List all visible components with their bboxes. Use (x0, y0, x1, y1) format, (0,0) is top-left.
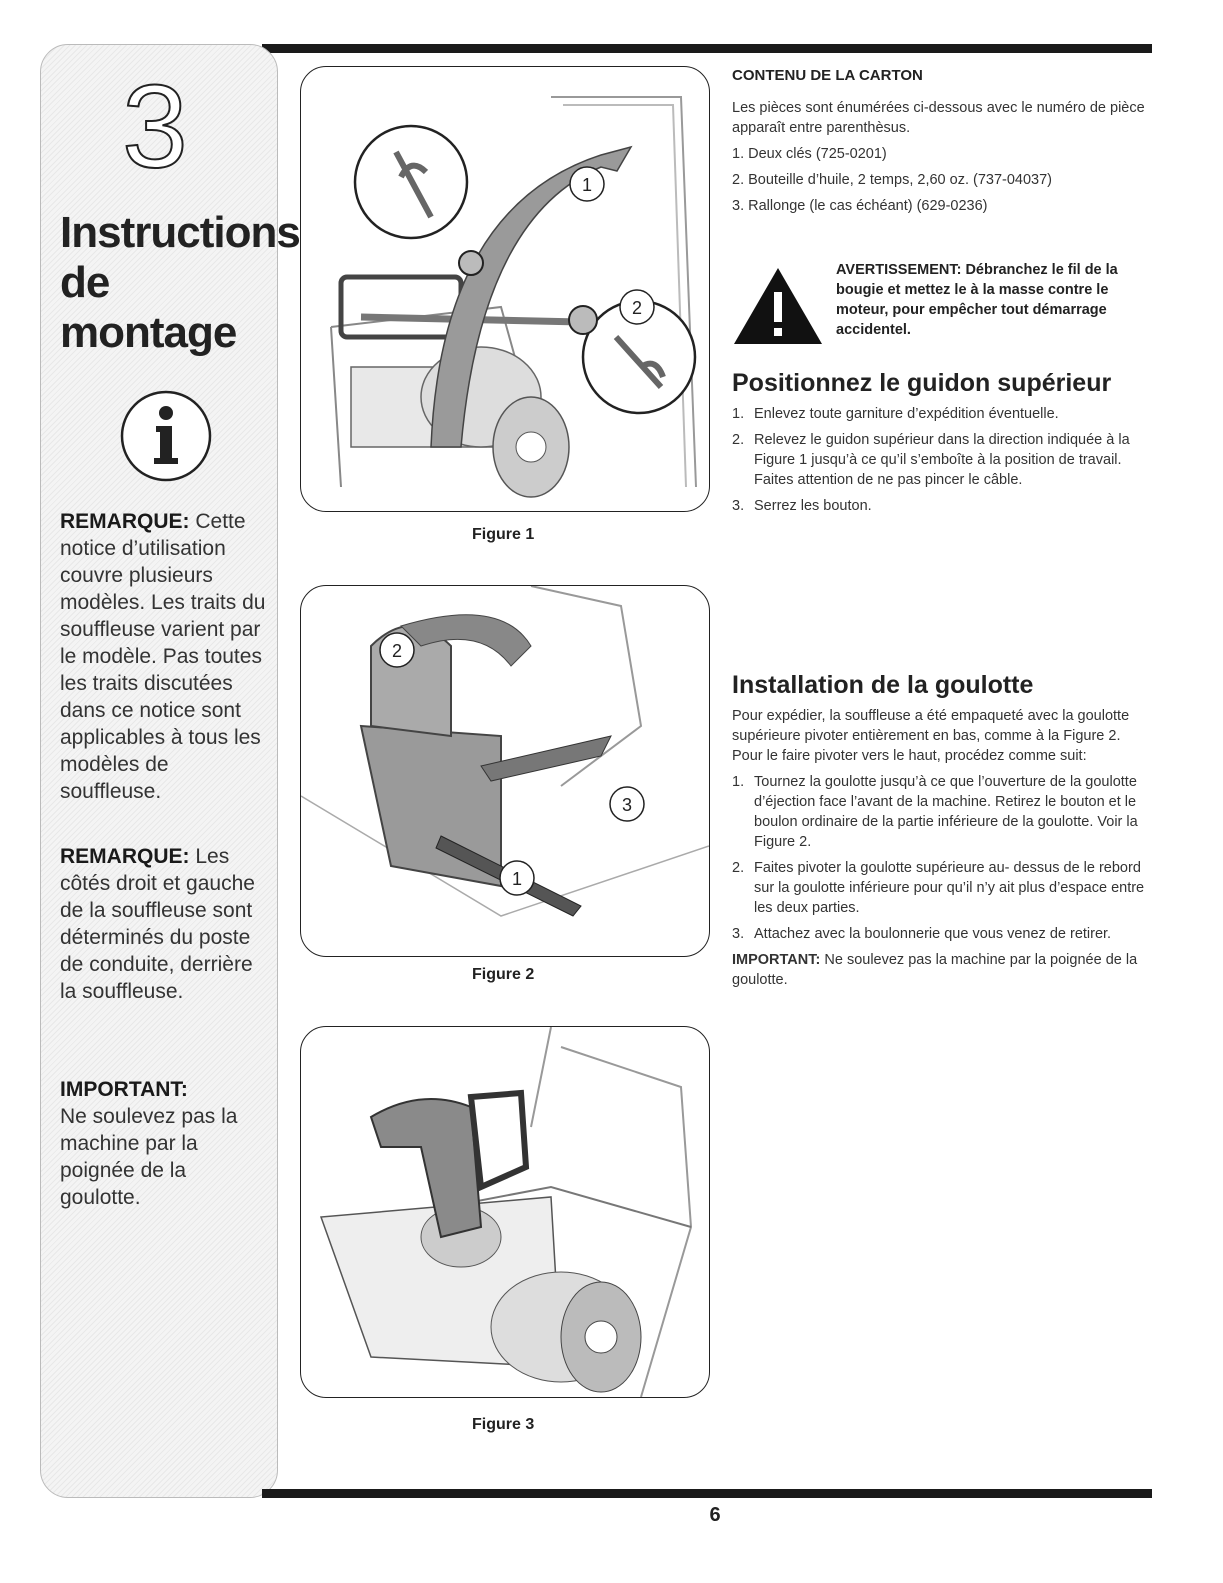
list-item: 3. Attachez avec la boulonnerie que vous venez de retirer. (732, 926, 1112, 942)
section-title-line2: de montage (60, 258, 237, 357)
fig2-callout-1: 1 (511, 869, 523, 889)
carton-item: 1. Deux clés (725-0201) (732, 146, 887, 162)
carton-contents (732, 66, 1152, 222)
note-important-label: IMPORTANT: (60, 1078, 188, 1101)
step-number: 3 (122, 61, 188, 193)
figure-2-caption: Figure 2 (472, 966, 535, 983)
warning-box (732, 258, 1152, 358)
warning-text: AVERTISSEMENT: Débranchez le fil de la bougie et mettez le à la masse contre le moteur, pour empêcher tout démarrage accidentel. (836, 262, 1118, 338)
list-item: 3. Serrez les bouton. (732, 498, 872, 514)
note-sides (60, 843, 270, 1005)
section-title (60, 208, 300, 358)
carton-item: 3. Rallonge (le cas échéant) (629-0236) (732, 198, 988, 214)
carton-contents-intro: Les pièces sont énumérées ci-dessous avec le numéro de pièce apparaît entre parenthèsus. (732, 100, 1145, 136)
note-important (60, 1076, 270, 1211)
section-chute-heading: Installation de la goulotte (732, 671, 1034, 699)
figure-2 (300, 585, 710, 957)
section-handle (732, 368, 1152, 522)
note-sides-label: REMARQUE: (60, 845, 190, 868)
list-item: 1. Enlevez toute garniture d’expédition éventuelle. (732, 406, 1059, 422)
important-note: IMPORTANT: Ne soulevez pas la machine par la poignée de la goulotte. (732, 952, 1138, 988)
top-rule (262, 44, 1152, 53)
section-title-line1: Instructions (60, 208, 300, 257)
figure-1-caption: Figure 1 (472, 526, 535, 543)
figure-1 (300, 66, 710, 512)
list-item: 2. Relevez le guidon supérieur dans la direction indiquée à la Figure 1 jusqu’à ce qu’il s’emboîte à la position de travail. Faites attention de ne pas pincer le câble. (732, 432, 1130, 488)
carton-contents-heading: CONTENU DE LA CARTON (732, 67, 923, 84)
note-sides-text: Les côtés droit et gauche de la souffleuse sont déterminés du poste de conduite, derrière la souffleuse. (60, 845, 255, 1003)
note-models (60, 508, 270, 805)
fig1-callout-2: 2 (631, 298, 643, 318)
fig2-callout-3: 3 (621, 795, 633, 815)
list-item: 2. Faites pivoter la goulotte supérieure au- dessus de le rebord sur la goulotte inférieure pour qu’il n’y ait plus d’espace entre les deux parties. (732, 860, 1145, 916)
fig2-callout-2: 2 (391, 641, 403, 661)
section-handle-heading: Positionnez le guidon supérieur (732, 369, 1112, 397)
note-important-text: Ne soulevez pas la machine par la poignée de la goulotte. (60, 1105, 238, 1209)
page-number: 6 (709, 1504, 721, 1526)
figure-3-caption: Figure 3 (472, 1416, 535, 1433)
fig1-callout-1: 1 (581, 175, 593, 195)
note-models-text: Cette notice d’utilisation couvre plusieurs modèles. Les traits du souffleuse varient par le modèle. Pas toutes les traits discutées dans ce notice sont applicables à tous les modèles de souffleuse. (60, 510, 266, 803)
note-models-label: REMARQUE: (60, 510, 190, 533)
list-item: 1. Tournez la goulotte jusqu’à ce que l’ouverture de la goulotte d’éjection face l’avant de la machine. Retirez le bouton et le boulon ordinaire de la partie inférieure de la goulotte. Voir la Figure 2. (732, 774, 1138, 850)
figure-3 (300, 1026, 710, 1398)
warning-triangle-icon (732, 266, 824, 346)
section-chute (732, 670, 1152, 990)
section-chute-intro: Pour expédier, la souffleuse a été empaqueté avec la goulotte supérieure pivoter entièrement en bas, comme à la Figure 2. Pour le faire pivoter vers le haut, procédez comme suit: (732, 708, 1130, 764)
carton-item: 2. Bouteille d’huile, 2 temps, 2,60 oz. (737-04037) (732, 172, 1053, 188)
bottom-rule (262, 1489, 1152, 1498)
info-icon (118, 388, 214, 489)
